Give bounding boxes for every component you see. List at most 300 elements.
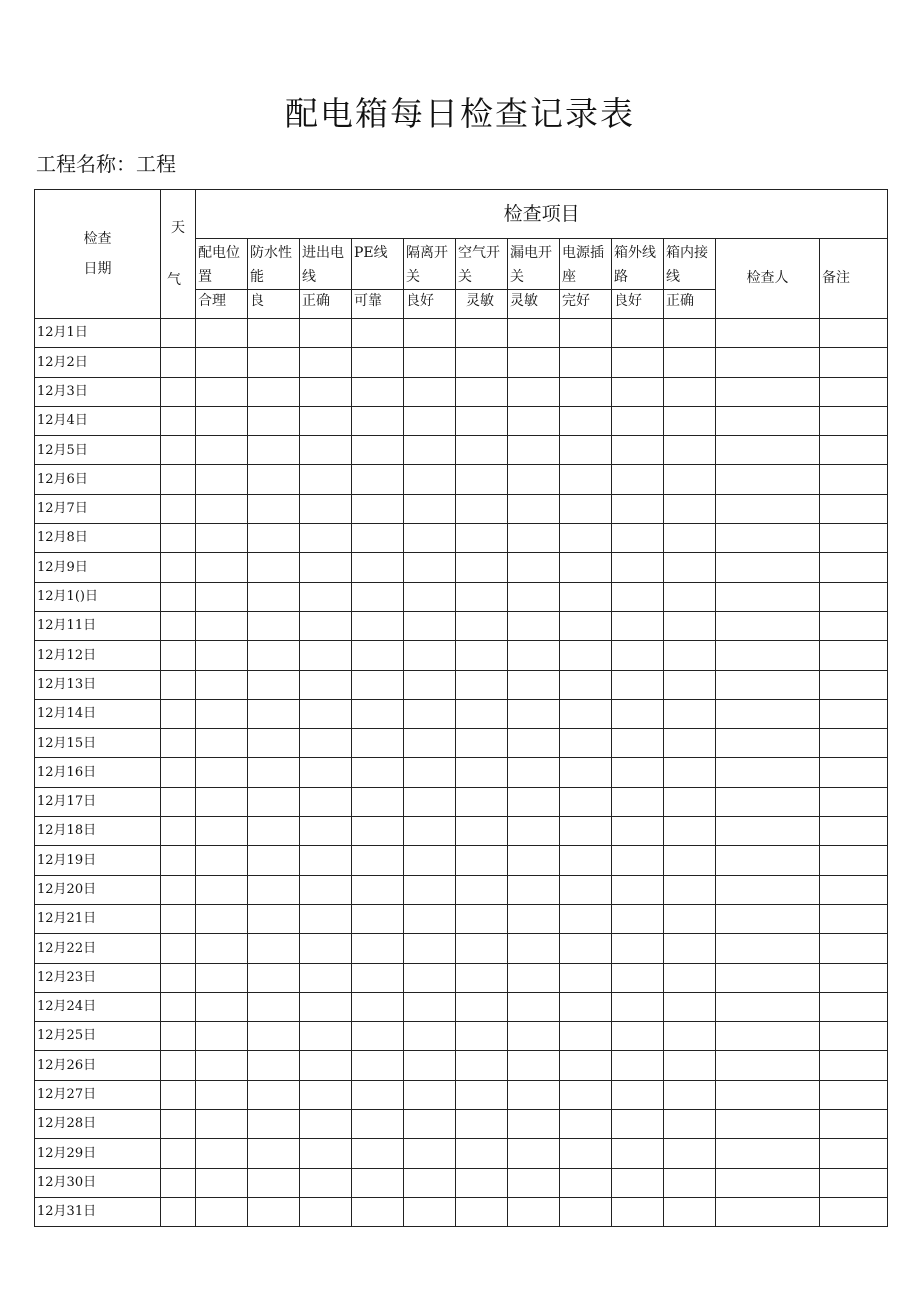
- check-cell[interactable]: [456, 406, 508, 435]
- check-cell[interactable]: [612, 524, 664, 553]
- check-cell[interactable]: [456, 348, 508, 377]
- check-cell[interactable]: [300, 582, 352, 611]
- check-cell[interactable]: [456, 1139, 508, 1168]
- inspector-cell[interactable]: [716, 699, 820, 728]
- weather-cell[interactable]: [161, 670, 196, 699]
- check-cell[interactable]: [196, 670, 248, 699]
- check-cell[interactable]: [508, 436, 560, 465]
- remarks-cell[interactable]: [820, 1080, 888, 1109]
- check-cell[interactable]: [612, 758, 664, 787]
- check-cell[interactable]: [664, 787, 716, 816]
- check-cell[interactable]: [508, 729, 560, 758]
- check-cell[interactable]: [560, 436, 612, 465]
- check-cell[interactable]: [664, 1022, 716, 1051]
- check-cell[interactable]: [248, 319, 300, 348]
- check-cell[interactable]: [300, 494, 352, 523]
- check-cell[interactable]: [248, 524, 300, 553]
- check-cell[interactable]: [352, 465, 404, 494]
- check-cell[interactable]: [248, 348, 300, 377]
- weather-cell[interactable]: [161, 1080, 196, 1109]
- check-cell[interactable]: [248, 846, 300, 875]
- check-cell[interactable]: [560, 1110, 612, 1139]
- check-cell[interactable]: [664, 465, 716, 494]
- check-cell[interactable]: [664, 553, 716, 582]
- check-cell[interactable]: [352, 846, 404, 875]
- check-cell[interactable]: [664, 611, 716, 640]
- check-cell[interactable]: [456, 699, 508, 728]
- check-cell[interactable]: [508, 992, 560, 1021]
- check-cell[interactable]: [612, 699, 664, 728]
- check-cell[interactable]: [612, 582, 664, 611]
- remarks-cell[interactable]: [820, 1139, 888, 1168]
- check-cell[interactable]: [664, 1051, 716, 1080]
- check-cell[interactable]: [300, 406, 352, 435]
- check-cell[interactable]: [248, 406, 300, 435]
- weather-cell[interactable]: [161, 406, 196, 435]
- check-cell[interactable]: [612, 436, 664, 465]
- remarks-cell[interactable]: [820, 904, 888, 933]
- check-cell[interactable]: [300, 1080, 352, 1109]
- check-cell[interactable]: [456, 1051, 508, 1080]
- weather-cell[interactable]: [161, 699, 196, 728]
- check-cell[interactable]: [560, 641, 612, 670]
- remarks-cell[interactable]: [820, 992, 888, 1021]
- check-cell[interactable]: [560, 553, 612, 582]
- weather-cell[interactable]: [161, 494, 196, 523]
- check-cell[interactable]: [248, 494, 300, 523]
- check-cell[interactable]: [560, 348, 612, 377]
- check-cell[interactable]: [508, 699, 560, 728]
- weather-cell[interactable]: [161, 553, 196, 582]
- check-cell[interactable]: [196, 377, 248, 406]
- check-cell[interactable]: [404, 787, 456, 816]
- check-cell[interactable]: [456, 1080, 508, 1109]
- check-cell[interactable]: [664, 875, 716, 904]
- remarks-cell[interactable]: [820, 494, 888, 523]
- check-cell[interactable]: [300, 319, 352, 348]
- inspector-cell[interactable]: [716, 377, 820, 406]
- check-cell[interactable]: [612, 348, 664, 377]
- check-cell[interactable]: [456, 1168, 508, 1197]
- check-cell[interactable]: [508, 1080, 560, 1109]
- check-cell[interactable]: [196, 1022, 248, 1051]
- check-cell[interactable]: [248, 992, 300, 1021]
- check-cell[interactable]: [508, 406, 560, 435]
- inspector-cell[interactable]: [716, 1139, 820, 1168]
- check-cell[interactable]: [456, 875, 508, 904]
- weather-cell[interactable]: [161, 904, 196, 933]
- check-cell[interactable]: [404, 436, 456, 465]
- check-cell[interactable]: [404, 1080, 456, 1109]
- check-cell[interactable]: [196, 465, 248, 494]
- check-cell[interactable]: [508, 817, 560, 846]
- check-cell[interactable]: [664, 524, 716, 553]
- check-cell[interactable]: [300, 963, 352, 992]
- check-cell[interactable]: [248, 1168, 300, 1197]
- inspector-cell[interactable]: [716, 1051, 820, 1080]
- check-cell[interactable]: [560, 1168, 612, 1197]
- check-cell[interactable]: [612, 904, 664, 933]
- check-cell[interactable]: [664, 963, 716, 992]
- check-cell[interactable]: [352, 348, 404, 377]
- inspector-cell[interactable]: [716, 582, 820, 611]
- check-cell[interactable]: [248, 377, 300, 406]
- check-cell[interactable]: [404, 758, 456, 787]
- check-cell[interactable]: [196, 553, 248, 582]
- check-cell[interactable]: [612, 641, 664, 670]
- check-cell[interactable]: [456, 963, 508, 992]
- check-cell[interactable]: [664, 699, 716, 728]
- check-cell[interactable]: [612, 670, 664, 699]
- check-cell[interactable]: [196, 436, 248, 465]
- check-cell[interactable]: [560, 787, 612, 816]
- check-cell[interactable]: [664, 758, 716, 787]
- check-cell[interactable]: [300, 553, 352, 582]
- inspector-cell[interactable]: [716, 875, 820, 904]
- check-cell[interactable]: [456, 436, 508, 465]
- check-cell[interactable]: [508, 582, 560, 611]
- check-cell[interactable]: [404, 1168, 456, 1197]
- check-cell[interactable]: [508, 494, 560, 523]
- check-cell[interactable]: [196, 319, 248, 348]
- check-cell[interactable]: [664, 641, 716, 670]
- check-cell[interactable]: [248, 670, 300, 699]
- check-cell[interactable]: [352, 319, 404, 348]
- check-cell[interactable]: [612, 406, 664, 435]
- check-cell[interactable]: [508, 1051, 560, 1080]
- check-cell[interactable]: [352, 582, 404, 611]
- check-cell[interactable]: [456, 524, 508, 553]
- check-cell[interactable]: [352, 758, 404, 787]
- check-cell[interactable]: [560, 758, 612, 787]
- check-cell[interactable]: [560, 611, 612, 640]
- remarks-cell[interactable]: [820, 1197, 888, 1226]
- inspector-cell[interactable]: [716, 817, 820, 846]
- check-cell[interactable]: [612, 1022, 664, 1051]
- check-cell[interactable]: [300, 465, 352, 494]
- check-cell[interactable]: [404, 846, 456, 875]
- weather-cell[interactable]: [161, 1168, 196, 1197]
- remarks-cell[interactable]: [820, 406, 888, 435]
- check-cell[interactable]: [508, 641, 560, 670]
- check-cell[interactable]: [404, 465, 456, 494]
- check-cell[interactable]: [352, 817, 404, 846]
- check-cell[interactable]: [508, 787, 560, 816]
- remarks-cell[interactable]: [820, 963, 888, 992]
- check-cell[interactable]: [196, 641, 248, 670]
- check-cell[interactable]: [300, 1022, 352, 1051]
- check-cell[interactable]: [560, 699, 612, 728]
- check-cell[interactable]: [248, 1051, 300, 1080]
- check-cell[interactable]: [300, 1139, 352, 1168]
- check-cell[interactable]: [404, 699, 456, 728]
- remarks-cell[interactable]: [820, 553, 888, 582]
- remarks-cell[interactable]: [820, 1110, 888, 1139]
- check-cell[interactable]: [664, 348, 716, 377]
- check-cell[interactable]: [404, 875, 456, 904]
- check-cell[interactable]: [560, 846, 612, 875]
- check-cell[interactable]: [196, 348, 248, 377]
- check-cell[interactable]: [560, 1080, 612, 1109]
- check-cell[interactable]: [560, 963, 612, 992]
- check-cell[interactable]: [248, 787, 300, 816]
- remarks-cell[interactable]: [820, 348, 888, 377]
- check-cell[interactable]: [560, 1139, 612, 1168]
- check-cell[interactable]: [404, 524, 456, 553]
- remarks-cell[interactable]: [820, 817, 888, 846]
- check-cell[interactable]: [456, 817, 508, 846]
- check-cell[interactable]: [508, 904, 560, 933]
- check-cell[interactable]: [456, 934, 508, 963]
- check-cell[interactable]: [404, 992, 456, 1021]
- remarks-cell[interactable]: [820, 699, 888, 728]
- inspector-cell[interactable]: [716, 846, 820, 875]
- check-cell[interactable]: [404, 641, 456, 670]
- weather-cell[interactable]: [161, 1197, 196, 1226]
- check-cell[interactable]: [352, 611, 404, 640]
- check-cell[interactable]: [664, 582, 716, 611]
- check-cell[interactable]: [508, 553, 560, 582]
- check-cell[interactable]: [300, 670, 352, 699]
- check-cell[interactable]: [248, 1022, 300, 1051]
- check-cell[interactable]: [404, 494, 456, 523]
- check-cell[interactable]: [300, 1051, 352, 1080]
- check-cell[interactable]: [456, 582, 508, 611]
- check-cell[interactable]: [248, 553, 300, 582]
- inspector-cell[interactable]: [716, 524, 820, 553]
- weather-cell[interactable]: [161, 758, 196, 787]
- check-cell[interactable]: [248, 1139, 300, 1168]
- check-cell[interactable]: [352, 1197, 404, 1226]
- inspector-cell[interactable]: [716, 406, 820, 435]
- check-cell[interactable]: [404, 319, 456, 348]
- check-cell[interactable]: [196, 729, 248, 758]
- remarks-cell[interactable]: [820, 846, 888, 875]
- weather-cell[interactable]: [161, 729, 196, 758]
- remarks-cell[interactable]: [820, 377, 888, 406]
- check-cell[interactable]: [300, 934, 352, 963]
- check-cell[interactable]: [300, 846, 352, 875]
- check-cell[interactable]: [612, 1197, 664, 1226]
- check-cell[interactable]: [508, 1197, 560, 1226]
- check-cell[interactable]: [352, 524, 404, 553]
- check-cell[interactable]: [664, 1080, 716, 1109]
- check-cell[interactable]: [612, 787, 664, 816]
- check-cell[interactable]: [248, 582, 300, 611]
- remarks-cell[interactable]: [820, 1168, 888, 1197]
- check-cell[interactable]: [404, 406, 456, 435]
- check-cell[interactable]: [612, 817, 664, 846]
- inspector-cell[interactable]: [716, 1022, 820, 1051]
- check-cell[interactable]: [612, 846, 664, 875]
- check-cell[interactable]: [664, 817, 716, 846]
- check-cell[interactable]: [300, 377, 352, 406]
- check-cell[interactable]: [404, 817, 456, 846]
- check-cell[interactable]: [664, 1139, 716, 1168]
- check-cell[interactable]: [456, 729, 508, 758]
- check-cell[interactable]: [300, 1197, 352, 1226]
- check-cell[interactable]: [404, 1051, 456, 1080]
- remarks-cell[interactable]: [820, 436, 888, 465]
- check-cell[interactable]: [560, 934, 612, 963]
- check-cell[interactable]: [612, 611, 664, 640]
- check-cell[interactable]: [508, 377, 560, 406]
- check-cell[interactable]: [612, 553, 664, 582]
- check-cell[interactable]: [352, 904, 404, 933]
- inspector-cell[interactable]: [716, 553, 820, 582]
- check-cell[interactable]: [664, 729, 716, 758]
- check-cell[interactable]: [300, 611, 352, 640]
- check-cell[interactable]: [196, 582, 248, 611]
- check-cell[interactable]: [612, 729, 664, 758]
- check-cell[interactable]: [196, 494, 248, 523]
- check-cell[interactable]: [560, 524, 612, 553]
- check-cell[interactable]: [560, 494, 612, 523]
- remarks-cell[interactable]: [820, 875, 888, 904]
- check-cell[interactable]: [196, 846, 248, 875]
- check-cell[interactable]: [456, 319, 508, 348]
- check-cell[interactable]: [352, 963, 404, 992]
- check-cell[interactable]: [508, 611, 560, 640]
- check-cell[interactable]: [352, 729, 404, 758]
- check-cell[interactable]: [456, 758, 508, 787]
- check-cell[interactable]: [560, 465, 612, 494]
- check-cell[interactable]: [456, 1197, 508, 1226]
- check-cell[interactable]: [248, 611, 300, 640]
- check-cell[interactable]: [352, 436, 404, 465]
- check-cell[interactable]: [248, 436, 300, 465]
- weather-cell[interactable]: [161, 465, 196, 494]
- check-cell[interactable]: [664, 494, 716, 523]
- check-cell[interactable]: [248, 1080, 300, 1109]
- check-cell[interactable]: [664, 670, 716, 699]
- weather-cell[interactable]: [161, 436, 196, 465]
- check-cell[interactable]: [196, 758, 248, 787]
- check-cell[interactable]: [508, 1168, 560, 1197]
- check-cell[interactable]: [612, 963, 664, 992]
- check-cell[interactable]: [352, 1022, 404, 1051]
- inspector-cell[interactable]: [716, 494, 820, 523]
- check-cell[interactable]: [404, 670, 456, 699]
- check-cell[interactable]: [196, 1080, 248, 1109]
- inspector-cell[interactable]: [716, 963, 820, 992]
- check-cell[interactable]: [508, 846, 560, 875]
- check-cell[interactable]: [508, 875, 560, 904]
- check-cell[interactable]: [352, 992, 404, 1021]
- check-cell[interactable]: [352, 1139, 404, 1168]
- check-cell[interactable]: [196, 611, 248, 640]
- weather-cell[interactable]: [161, 875, 196, 904]
- check-cell[interactable]: [300, 875, 352, 904]
- weather-cell[interactable]: [161, 787, 196, 816]
- inspector-cell[interactable]: [716, 1110, 820, 1139]
- check-cell[interactable]: [248, 817, 300, 846]
- check-cell[interactable]: [196, 1110, 248, 1139]
- inspector-cell[interactable]: [716, 1080, 820, 1109]
- remarks-cell[interactable]: [820, 319, 888, 348]
- check-cell[interactable]: [456, 1110, 508, 1139]
- check-cell[interactable]: [664, 1197, 716, 1226]
- check-cell[interactable]: [404, 934, 456, 963]
- check-cell[interactable]: [560, 729, 612, 758]
- check-cell[interactable]: [612, 1168, 664, 1197]
- check-cell[interactable]: [612, 1080, 664, 1109]
- check-cell[interactable]: [404, 348, 456, 377]
- check-cell[interactable]: [196, 1168, 248, 1197]
- inspector-cell[interactable]: [716, 934, 820, 963]
- check-cell[interactable]: [196, 904, 248, 933]
- weather-cell[interactable]: [161, 992, 196, 1021]
- check-cell[interactable]: [404, 582, 456, 611]
- check-cell[interactable]: [508, 758, 560, 787]
- check-cell[interactable]: [664, 992, 716, 1021]
- check-cell[interactable]: [300, 904, 352, 933]
- check-cell[interactable]: [248, 641, 300, 670]
- remarks-cell[interactable]: [820, 582, 888, 611]
- check-cell[interactable]: [404, 553, 456, 582]
- inspector-cell[interactable]: [716, 1168, 820, 1197]
- remarks-cell[interactable]: [820, 787, 888, 816]
- check-cell[interactable]: [300, 524, 352, 553]
- check-cell[interactable]: [352, 553, 404, 582]
- check-cell[interactable]: [664, 1168, 716, 1197]
- remarks-cell[interactable]: [820, 641, 888, 670]
- check-cell[interactable]: [352, 377, 404, 406]
- check-cell[interactable]: [300, 641, 352, 670]
- inspector-cell[interactable]: [716, 319, 820, 348]
- check-cell[interactable]: [612, 377, 664, 406]
- check-cell[interactable]: [404, 1110, 456, 1139]
- check-cell[interactable]: [664, 377, 716, 406]
- check-cell[interactable]: [508, 934, 560, 963]
- check-cell[interactable]: [508, 1022, 560, 1051]
- check-cell[interactable]: [456, 553, 508, 582]
- inspector-cell[interactable]: [716, 436, 820, 465]
- check-cell[interactable]: [352, 1168, 404, 1197]
- check-cell[interactable]: [560, 1051, 612, 1080]
- check-cell[interactable]: [300, 787, 352, 816]
- check-cell[interactable]: [456, 670, 508, 699]
- check-cell[interactable]: [456, 465, 508, 494]
- check-cell[interactable]: [300, 1110, 352, 1139]
- check-cell[interactable]: [664, 406, 716, 435]
- remarks-cell[interactable]: [820, 934, 888, 963]
- check-cell[interactable]: [560, 875, 612, 904]
- check-cell[interactable]: [508, 348, 560, 377]
- check-cell[interactable]: [612, 1139, 664, 1168]
- inspector-cell[interactable]: [716, 729, 820, 758]
- weather-cell[interactable]: [161, 582, 196, 611]
- check-cell[interactable]: [196, 1051, 248, 1080]
- check-cell[interactable]: [248, 729, 300, 758]
- check-cell[interactable]: [508, 670, 560, 699]
- weather-cell[interactable]: [161, 377, 196, 406]
- inspector-cell[interactable]: [716, 992, 820, 1021]
- check-cell[interactable]: [612, 1110, 664, 1139]
- check-cell[interactable]: [352, 670, 404, 699]
- check-cell[interactable]: [300, 729, 352, 758]
- check-cell[interactable]: [300, 817, 352, 846]
- check-cell[interactable]: [196, 406, 248, 435]
- check-cell[interactable]: [404, 1139, 456, 1168]
- check-cell[interactable]: [456, 787, 508, 816]
- check-cell[interactable]: [352, 494, 404, 523]
- remarks-cell[interactable]: [820, 670, 888, 699]
- remarks-cell[interactable]: [820, 524, 888, 553]
- check-cell[interactable]: [456, 992, 508, 1021]
- remarks-cell[interactable]: [820, 758, 888, 787]
- check-cell[interactable]: [456, 377, 508, 406]
